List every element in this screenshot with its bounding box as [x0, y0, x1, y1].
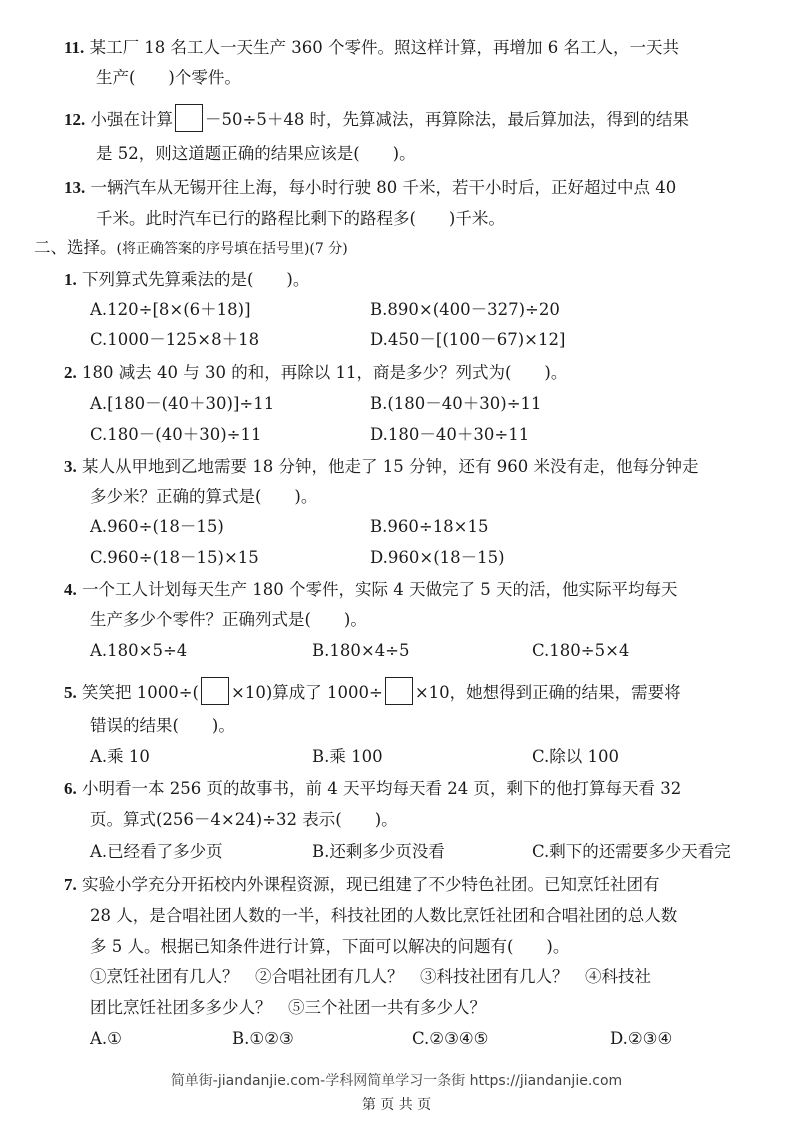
section-title: 二、选择。 [34, 238, 117, 257]
q2-stem [64, 361, 567, 385]
q5-option-c: C.除以 100 [532, 747, 620, 766]
q6-line1 [64, 777, 681, 801]
q12-pre: 小强在计算 [90, 110, 173, 129]
q7-line5: 团比烹饪社团多多少人？ ⑤三个社团一共有多少人？ [90, 998, 486, 1017]
q5-line2: 错误的结果( )。 [90, 716, 235, 735]
q7-text: 实验小学充分开拓校内外课程资源，现已组建了不少特色社团。已知烹饪社团有 [82, 875, 660, 894]
q5-option-b: B.乘 100 [312, 747, 383, 766]
q5-line1 [64, 677, 681, 705]
q12-line2: 是 52，则这道题正确的结果应该是( )。 [96, 144, 416, 163]
q4-option-b: B.180×4÷5 [312, 641, 410, 660]
q12-post: －50÷5＋48 时，先算减法，再算除法，最后算加法，得到的结果 [205, 110, 690, 129]
q13-line1 [64, 176, 676, 200]
q6-option-c: C.剩下的还需要多少天看完 [532, 842, 731, 861]
q6-number: 6. [64, 779, 77, 798]
section-note: (将正确答案的序号填在括号里)(7 分) [116, 241, 348, 257]
q3-line2: 多少米？正确的算式是( )。 [90, 487, 318, 506]
q3-option-b: B.960÷18×15 [370, 517, 489, 536]
q5-part1: 笑笑把 1000÷( [82, 683, 199, 702]
q1-text: 下列算式先算乘法的是( )。 [82, 270, 310, 289]
q1-number: 1. [64, 270, 77, 289]
q4-number: 4. [64, 580, 77, 599]
q6-option-a: A.已经看了多少页 [90, 842, 223, 861]
q11-number: 11. [64, 38, 85, 57]
q7-option-b: B.①②③ [232, 1029, 294, 1048]
q2-option-c: C.180－(40＋30)÷11 [90, 425, 262, 444]
q4-option-a: A.180×5÷4 [90, 641, 188, 660]
q1-option-b: B.890×(400－327)÷20 [370, 300, 560, 319]
q3-option-d: D.960×(18－15) [370, 548, 505, 567]
q2-option-d: D.180－40＋30÷11 [370, 425, 530, 444]
q7-line3: 多 5 人。根据已知条件进行计算，下面可以解决的问题有( )。 [90, 937, 570, 956]
q4-option-c: C.180÷5×4 [532, 641, 630, 660]
page-number: 第 页 共 页 [361, 1097, 432, 1113]
q1-option-c: C.1000－125×8＋18 [90, 330, 260, 349]
q12-number: 12. [64, 110, 86, 129]
q13-number: 13. [64, 178, 86, 197]
q5-part3: ×10，她想得到正确的结果，需要将 [414, 683, 681, 702]
q4-line1 [64, 578, 677, 602]
q6-text: 小明看一本 256 页的故事书，前 4 天平均每天看 24 页，剩下的他打算每天看 32 [82, 779, 682, 798]
q13-text: 一辆汽车从无锡开往上海，每小时行驶 80 千米，若干小时后，正好超过中点 40 [90, 178, 677, 197]
q7-option-a: A.① [90, 1029, 122, 1048]
q5-box-2 [385, 677, 413, 705]
q13-line2: 千米。此时汽车已行的路程比剩下的路程多( )千米。 [96, 209, 505, 228]
q3-text: 某人从甲地到乙地需要 18 分钟，他走了 15 分钟，还有 960 米没有走，他每分钟走 [82, 457, 699, 476]
q2-option-a: A.[180－(40＋30)]÷11 [90, 394, 275, 413]
q6-option-b: B.还剩多少页没看 [312, 842, 445, 861]
q5-number: 5. [64, 683, 77, 702]
q5-box-1 [201, 677, 229, 705]
q7-option-d: D.②③④ [610, 1029, 673, 1048]
q12-answer-box [175, 104, 203, 132]
q3-line1 [64, 455, 698, 479]
q3-option-a: A.960÷(18－15) [90, 517, 224, 536]
q11-text: 某工厂 18 名工人一天生产 360 个零件。照这样计算，再增加 6 名工人，一天共 [89, 38, 680, 57]
footer-watermark: 简单街-jiandanjie.com-学科网简单学习一条街 https://jiandanjie.com [170, 1073, 623, 1089]
q2-text: 180 减去 40 与 30 的和，再除以 11，商是多少？列式为( )。 [82, 363, 568, 382]
q3-number: 3. [64, 457, 77, 476]
q4-text: 一个工人计划每天生产 180 个零件，实际 4 天做完了 5 天的活，他实际平均每天 [82, 580, 678, 599]
q5-option-a: A.乘 10 [90, 747, 150, 766]
q11-line2: 生产( )个零件。 [96, 68, 241, 87]
q3-option-c: C.960÷(18－15)×15 [90, 548, 259, 567]
q7-line1 [64, 873, 660, 897]
q1-stem [64, 268, 309, 292]
q1-option-d: D.450－[(100－67)×12] [370, 330, 566, 349]
q2-option-b: B.(180－40＋30)÷11 [370, 394, 542, 413]
section-header [34, 236, 348, 261]
q12-line1 [64, 104, 689, 132]
q5-part2: ×10)算成了 1000÷ [231, 683, 383, 702]
q7-line4: ①烹饪社团有几人？ ②合唱社团有几人？ ③科技社团有几人？ ④科技社 [90, 967, 651, 986]
q4-line2: 生产多少个零件？正确列式是( )。 [90, 610, 367, 629]
q11-line1 [64, 36, 679, 60]
q7-number: 7. [64, 875, 77, 894]
q7-option-c: C.②③④⑤ [412, 1029, 489, 1048]
q7-line2: 28 人，是合唱社团人数的一半，科技社团的人数比烹饪社团和合唱社团的总人数 [90, 906, 678, 925]
q2-number: 2. [64, 363, 77, 382]
q6-line2: 页。算式(256－4×24)÷32 表示( )。 [90, 810, 398, 829]
q1-option-a: A.120÷[8×(6＋18)] [90, 300, 251, 319]
